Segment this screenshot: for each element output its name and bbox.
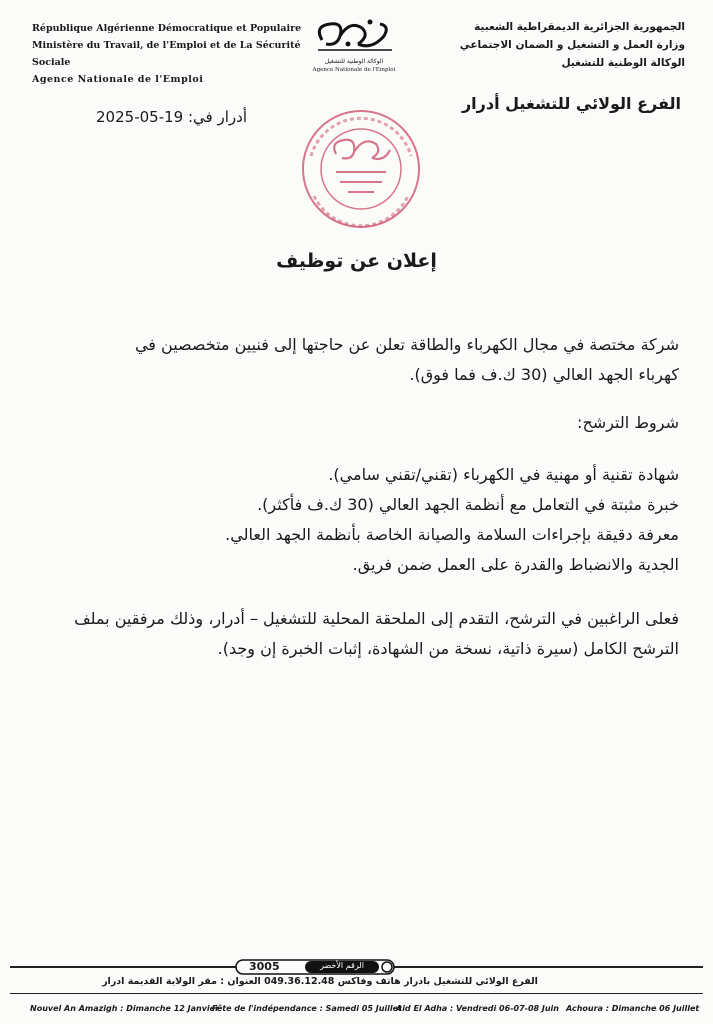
- green-number-badge: [235, 959, 395, 975]
- conditions-list: [19, 460, 679, 580]
- holiday-amazigh: Nouvel An Amazigh : Dimanche 12 Janvier: [30, 1004, 220, 1013]
- conditions-heading: شروط الترشح:: [577, 413, 679, 432]
- footer-address: الفرع الولائي للتشغيل بادرار هاتف وفاكس 049.36.12.48 العنوان : مقر الولاية القديمة ادرار: [102, 976, 538, 987]
- fr-line-republic: République Algérienne Démocratique et Populaire: [32, 23, 302, 34]
- logo-caption-fr: Agence Nationale de l'Emploi: [312, 67, 396, 73]
- date-line: أدرار في: 19-05-2025: [96, 108, 247, 126]
- intro-line-2: كهرباء الجهد العالي (30 ك.ف فما فوق).: [409, 365, 679, 384]
- holiday-achoura: Achoura : Dimanche 06 Juillet: [566, 1004, 700, 1013]
- condition-item: الجدية والانضباط والقدرة على العمل ضمن فريق.: [352, 555, 679, 574]
- closing-line-1: فعلى الراغبين في الترشح، التقدم إلى الملحقة المحلية للتشغيل – أدرار، وذلك مرفقين بملف: [74, 609, 679, 628]
- condition-item: شهادة تقنية أو مهنية في الكهرباء (تقني/تقني سامي).: [328, 465, 679, 484]
- footer-divider-lower: [10, 993, 703, 994]
- intro-line-1: شركة مختصة في مجال الكهرباء والطاقة تعلن عن حاجتها إلى فنيين متخصصين في: [134, 335, 679, 354]
- stamp-seal-icon: [286, 106, 436, 236]
- official-stamp: [286, 106, 436, 236]
- branch-name: الفرع الولائي للتشغيل أدرار: [461, 94, 681, 113]
- ar-line-agency: الوكالة الوطنية للتشغيل: [561, 57, 685, 69]
- logo-caption-ar: الوكالة الوطنية للتشغيل: [324, 58, 384, 65]
- closing-paragraph: [19, 604, 679, 664]
- holiday-aid-el-adha: Aid El Adha : Vendredi 06-07-08 Juin: [396, 1004, 559, 1013]
- condition-item: معرفة دقيقة بإجراءات السلامة والصيانة الخاصة بأنظمة الجهد العالي.: [225, 525, 679, 544]
- fr-line-agency: Agence Nationale de l'Emploi: [32, 74, 204, 85]
- condition-item: خبرة مثبتة في التعامل مع أنظمة الجهد العالي (30 ك.ف فأكثر).: [257, 495, 679, 514]
- header-arabic: [385, 18, 685, 72]
- ar-line-republic: الجمهورية الجزائرية الديمقراطية الشعبية: [474, 21, 685, 33]
- intro-paragraph: [19, 330, 679, 390]
- holiday-independence: Fête de l'indépendance : Samedi 05 Juillet: [212, 1004, 402, 1013]
- header-french: [32, 20, 302, 88]
- announcement-title: إعلان عن توظيف: [276, 250, 437, 272]
- closing-line-2: الترشح الكامل (سيرة ذاتية، نسخة من الشهادة، إثبات الخبرة إن وجد).: [217, 639, 679, 658]
- green-number: 3005: [249, 960, 280, 973]
- ar-line-ministry: وزارة العمل و التشغيل و الضمان الاجتماعي: [459, 39, 685, 51]
- fr-line-ministry: Ministère du Travail, de l'Emploi et de La Sécurité Sociale: [32, 40, 301, 68]
- green-number-label: الرقم الأخضر: [320, 961, 364, 970]
